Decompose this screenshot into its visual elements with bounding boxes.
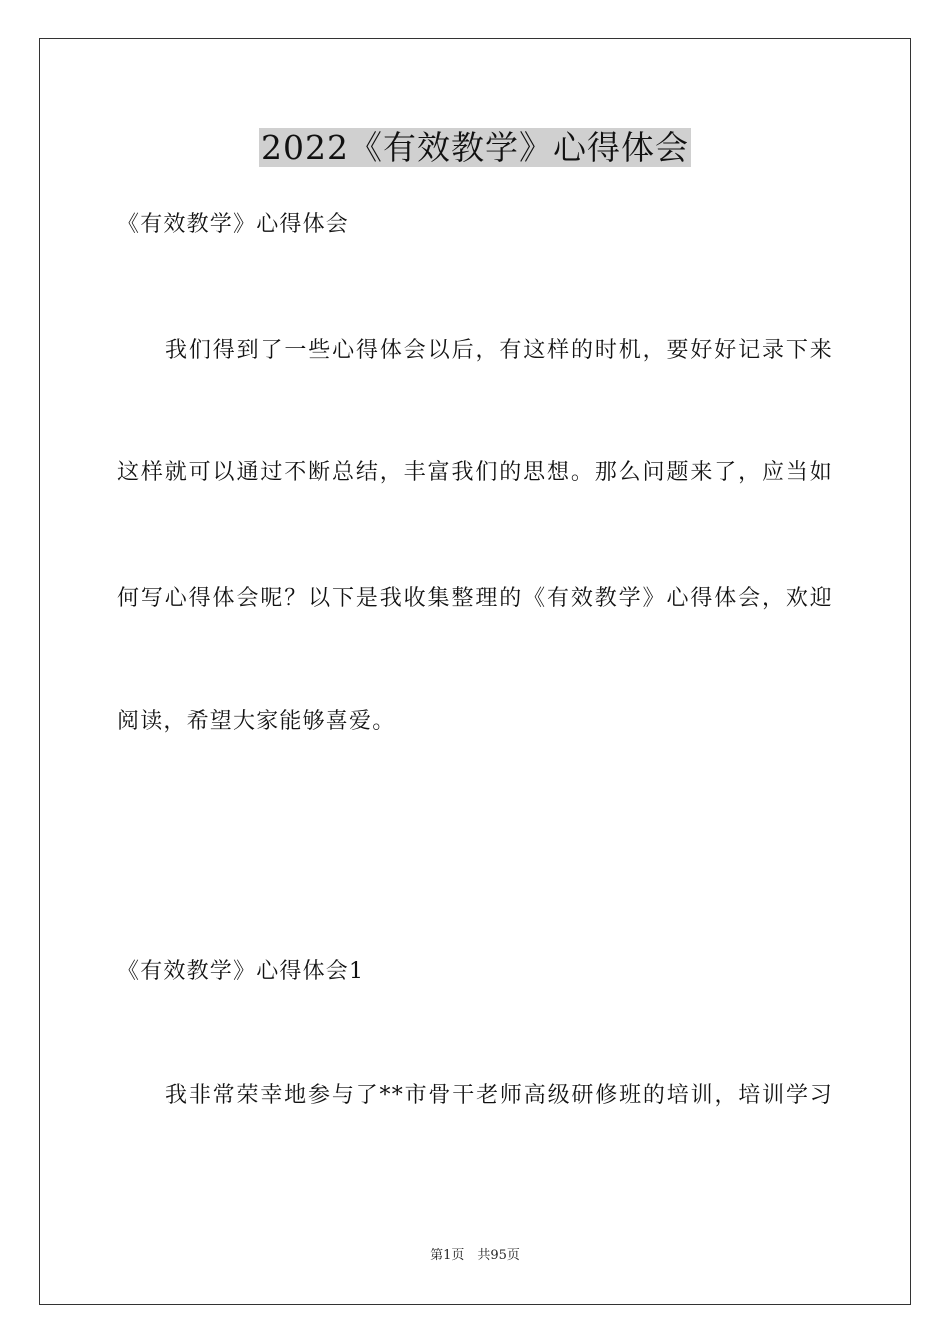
paragraph-line: 我非常荣幸地参与了**市骨干老师高级研修班的培训，培训学习 xyxy=(165,1083,833,1108)
document-title-text: 2022《有效教学》心得体会 xyxy=(261,128,689,167)
document-subtitle: 《有效教学》心得体会 xyxy=(117,212,350,237)
paragraph-line: 何写心得体会呢？以下是我收集整理的《有效教学》心得体会，欢迎 xyxy=(117,586,833,611)
section-heading: 《有效教学》心得体会1 xyxy=(117,959,365,984)
paragraph-line: 我们得到了一些心得体会以后，有这样的时机，要好好记录下来 xyxy=(165,338,833,363)
page-footer: 第1页 共95页 xyxy=(430,1248,520,1263)
paragraph-line: 阅读，希望大家能够喜爱。 xyxy=(117,709,396,734)
paragraph-line: 这样就可以通过不断总结，丰富我们的思想。那么问题来了，应当如 xyxy=(117,460,833,485)
document-title xyxy=(0,126,950,170)
